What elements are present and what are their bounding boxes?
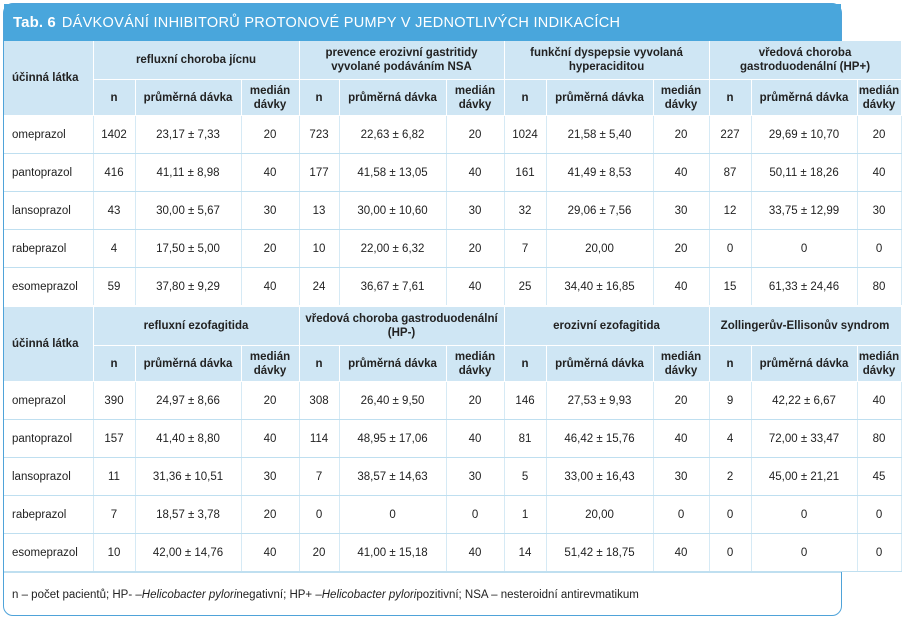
table-cell: 0	[339, 496, 446, 534]
table-cell: 18,57 ± 3,78	[135, 496, 241, 534]
table-row	[4, 268, 901, 307]
substance-name: esomeprazol	[4, 268, 93, 307]
substance-name: pantoprazol	[4, 154, 93, 192]
footnote-italic-2: Helicobacter pylori	[321, 589, 417, 601]
table-cell: 416	[93, 154, 135, 192]
table-cell: 27,53 ± 9,93	[546, 382, 653, 420]
table-cell: 40	[241, 154, 299, 192]
table-cell: 40	[241, 420, 299, 458]
table-row	[4, 382, 901, 420]
table-cell: 723	[299, 116, 339, 154]
table-row	[4, 154, 901, 192]
sub-header-mean: průměrná dávka	[546, 80, 653, 116]
table-cell: 11	[93, 458, 135, 496]
table-title: DÁVKOVÁNÍ INHIBITORŮ PROTONOVÉ PUMPY V JEDNOTLIVÝCH INDIKACÍCH	[61, 14, 621, 31]
table-cell: 59	[93, 268, 135, 307]
table-cell: 72,00 ± 33,47	[751, 420, 857, 458]
substance-name: lansoprazol	[4, 192, 93, 230]
table-cell: 30,00 ± 5,67	[135, 192, 241, 230]
table-cell: 30	[446, 458, 504, 496]
sub-header-row	[4, 80, 901, 116]
sub-header-n: n	[504, 80, 546, 116]
table-cell: 23,17 ± 7,33	[135, 116, 241, 154]
table-cell: 31,36 ± 10,51	[135, 458, 241, 496]
table-cell: 41,49 ± 8,53	[546, 154, 653, 192]
table-cell: 14	[504, 534, 546, 572]
table-cell: 0	[709, 230, 751, 268]
table-cell: 43	[93, 192, 135, 230]
table-cell: 146	[504, 382, 546, 420]
table-cell: 41,11 ± 8,98	[135, 154, 241, 192]
sub-header-mean: průměrná dávka	[751, 346, 857, 382]
active-substance-header: účinná látka	[4, 41, 93, 116]
table-cell: 227	[709, 116, 751, 154]
table-cell: 114	[299, 420, 339, 458]
table-number: Tab. 6	[13, 14, 56, 31]
table-cell: 81	[504, 420, 546, 458]
table-cell: 21,58 ± 5,40	[546, 116, 653, 154]
table-cell: 0	[857, 496, 901, 534]
table-cell: 13	[299, 192, 339, 230]
table-cell: 177	[299, 154, 339, 192]
indication-header: prevence erozivní gastritidy vyvolané podáváním NSA	[299, 41, 504, 80]
table-cell: 7	[299, 458, 339, 496]
table-cell: 40	[857, 154, 901, 192]
table-cell: 12	[709, 192, 751, 230]
table-row	[4, 420, 901, 458]
sub-header-mean: průměrná dávka	[339, 80, 446, 116]
sub-header-n: n	[93, 346, 135, 382]
indication-header: vředová choroba gastroduodenální (HP+)	[709, 41, 901, 80]
group-header-row	[4, 306, 901, 346]
sub-header-median: medián dávky	[653, 346, 709, 382]
table-cell: 20	[299, 534, 339, 572]
table-cell: 40	[241, 534, 299, 572]
table-cell: 25	[504, 268, 546, 307]
table-cell: 30	[857, 192, 901, 230]
table-cell: 61,33 ± 24,46	[751, 268, 857, 307]
table-row	[4, 192, 901, 230]
table-cell: 20	[653, 382, 709, 420]
sub-header-median: medián dávky	[241, 80, 299, 116]
table-title-bar	[4, 4, 841, 41]
table-cell: 33,00 ± 16,43	[546, 458, 653, 496]
substance-name: omeprazol	[4, 116, 93, 154]
table-cell: 15	[709, 268, 751, 307]
table-cell: 20,00	[546, 230, 653, 268]
table-cell: 7	[93, 496, 135, 534]
table-cell: 20	[446, 230, 504, 268]
sub-header-median: medián dávky	[857, 80, 901, 116]
table-cell: 0	[751, 534, 857, 572]
table-cell: 40	[857, 382, 901, 420]
table-cell: 20	[241, 230, 299, 268]
table-cell: 80	[857, 420, 901, 458]
table-row	[4, 496, 901, 534]
table-cell: 45,00 ± 21,21	[751, 458, 857, 496]
table-cell: 30,00 ± 10,60	[339, 192, 446, 230]
table-cell: 48,95 ± 17,06	[339, 420, 446, 458]
sub-header-n: n	[299, 346, 339, 382]
footnote-text-1: n – počet pacientů; HP- –	[12, 589, 142, 601]
sub-header-row	[4, 346, 901, 382]
table-cell: 40	[446, 420, 504, 458]
substance-name: pantoprazol	[4, 420, 93, 458]
table-cell: 51,42 ± 18,75	[546, 534, 653, 572]
table-cell: 40	[653, 534, 709, 572]
table-cell: 308	[299, 382, 339, 420]
table-cell: 20,00	[546, 496, 653, 534]
table-cell: 46,42 ± 15,76	[546, 420, 653, 458]
table-cell: 20	[241, 496, 299, 534]
group-header-row	[4, 41, 901, 80]
indication-header: funkční dyspepsie vyvolaná hyperaciditou	[504, 41, 709, 80]
table-cell: 0	[446, 496, 504, 534]
table-cell: 0	[709, 496, 751, 534]
substance-name: omeprazol	[4, 382, 93, 420]
sub-header-mean: průměrná dávka	[339, 346, 446, 382]
table-cell: 0	[857, 230, 901, 268]
table-cell: 20	[857, 116, 901, 154]
table-cell: 30	[241, 192, 299, 230]
table-cell: 34,40 ± 16,85	[546, 268, 653, 307]
sub-header-median: medián dávky	[446, 346, 504, 382]
table-cell: 38,57 ± 14,63	[339, 458, 446, 496]
table-cell: 41,58 ± 13,05	[339, 154, 446, 192]
table-cell: 24	[299, 268, 339, 307]
table-cell: 0	[857, 534, 901, 572]
table-cell: 24,97 ± 8,66	[135, 382, 241, 420]
sub-header-mean: průměrná dávka	[135, 346, 241, 382]
table-row	[4, 116, 901, 154]
table-cell: 1024	[504, 116, 546, 154]
table-cell: 40	[446, 154, 504, 192]
indication-header: vředová choroba gastroduodenální (HP-)	[299, 306, 504, 346]
table-cell: 36,67 ± 7,61	[339, 268, 446, 307]
table-footnote	[4, 572, 841, 617]
table-cell: 26,40 ± 9,50	[339, 382, 446, 420]
table-cell: 87	[709, 154, 751, 192]
indication-header: refluxní ezofagitida	[93, 306, 299, 346]
sub-header-n: n	[299, 80, 339, 116]
table-cell: 40	[446, 268, 504, 307]
table-cell: 22,63 ± 6,82	[339, 116, 446, 154]
table-cell: 40	[241, 268, 299, 307]
table-cell: 30	[446, 192, 504, 230]
table-frame	[3, 3, 900, 616]
table-cell: 40	[653, 268, 709, 307]
sub-header-n: n	[504, 346, 546, 382]
table-cell: 20	[446, 382, 504, 420]
table-cell: 45	[857, 458, 901, 496]
sub-header-n: n	[709, 80, 751, 116]
table-cell: 1402	[93, 116, 135, 154]
dosage-table	[4, 41, 902, 572]
sub-header-n: n	[709, 346, 751, 382]
table-row	[4, 458, 901, 496]
table-cell: 40	[446, 534, 504, 572]
table-cell: 157	[93, 420, 135, 458]
substance-name: lansoprazol	[4, 458, 93, 496]
active-substance-header: účinná látka	[4, 306, 93, 382]
table-cell: 40	[653, 420, 709, 458]
sub-header-median: medián dávky	[653, 80, 709, 116]
substance-name: esomeprazol	[4, 534, 93, 572]
table-cell: 7	[504, 230, 546, 268]
table-cell: 29,06 ± 7,56	[546, 192, 653, 230]
table-cell: 10	[299, 230, 339, 268]
table-cell: 41,40 ± 8,80	[135, 420, 241, 458]
table-cell: 32	[504, 192, 546, 230]
table-cell: 390	[93, 382, 135, 420]
table-cell: 42,22 ± 6,67	[751, 382, 857, 420]
sub-header-mean: průměrná dávka	[135, 80, 241, 116]
table-cell: 22,00 ± 6,32	[339, 230, 446, 268]
table-cell: 20	[241, 382, 299, 420]
table-row	[4, 534, 901, 572]
substance-name: rabeprazol	[4, 230, 93, 268]
table-cell: 41,00 ± 15,18	[339, 534, 446, 572]
table-cell: 0	[299, 496, 339, 534]
table-cell: 0	[751, 496, 857, 534]
sub-header-median: medián dávky	[857, 346, 901, 382]
table-cell: 10	[93, 534, 135, 572]
table-cell: 4	[709, 420, 751, 458]
table-cell: 0	[653, 496, 709, 534]
table-cell: 30	[241, 458, 299, 496]
table-cell: 30	[653, 458, 709, 496]
footnote-text-3: pozitivní; NSA – nesteroidní antirevmatikum	[416, 589, 639, 601]
table-cell: 80	[857, 268, 901, 307]
table-cell: 4	[93, 230, 135, 268]
table-cell: 40	[653, 154, 709, 192]
indication-header: erozivní ezofagitida	[504, 306, 709, 346]
table-cell: 17,50 ± 5,00	[135, 230, 241, 268]
table-cell: 20	[241, 116, 299, 154]
table-cell: 5	[504, 458, 546, 496]
table-cell: 20	[653, 116, 709, 154]
table-cell: 1	[504, 496, 546, 534]
table-cell: 9	[709, 382, 751, 420]
table-cell: 0	[751, 230, 857, 268]
footnote-text-2: negativní; HP+ –	[236, 589, 322, 601]
table-cell: 33,75 ± 12,99	[751, 192, 857, 230]
substance-name: rabeprazol	[4, 496, 93, 534]
sub-header-median: medián dávky	[446, 80, 504, 116]
table-cell: 161	[504, 154, 546, 192]
table-cell: 37,80 ± 9,29	[135, 268, 241, 307]
indication-header: Zollingerův-Ellisonův syndrom	[709, 306, 901, 346]
table-cell: 42,00 ± 14,76	[135, 534, 241, 572]
table-cell: 0	[709, 534, 751, 572]
footnote-italic-1: Helicobacter pylori	[141, 589, 237, 601]
table-cell: 20	[653, 230, 709, 268]
table-cell: 20	[446, 116, 504, 154]
sub-header-mean: průměrná dávka	[546, 346, 653, 382]
sub-header-n: n	[93, 80, 135, 116]
indication-header: refluxní choroba jícnu	[93, 41, 299, 80]
table-cell: 50,11 ± 18,26	[751, 154, 857, 192]
table-cell: 30	[653, 192, 709, 230]
sub-header-mean: průměrná dávka	[751, 80, 857, 116]
table-row	[4, 230, 901, 268]
table-cell: 29,69 ± 10,70	[751, 116, 857, 154]
table-cell: 2	[709, 458, 751, 496]
sub-header-median: medián dávky	[241, 346, 299, 382]
